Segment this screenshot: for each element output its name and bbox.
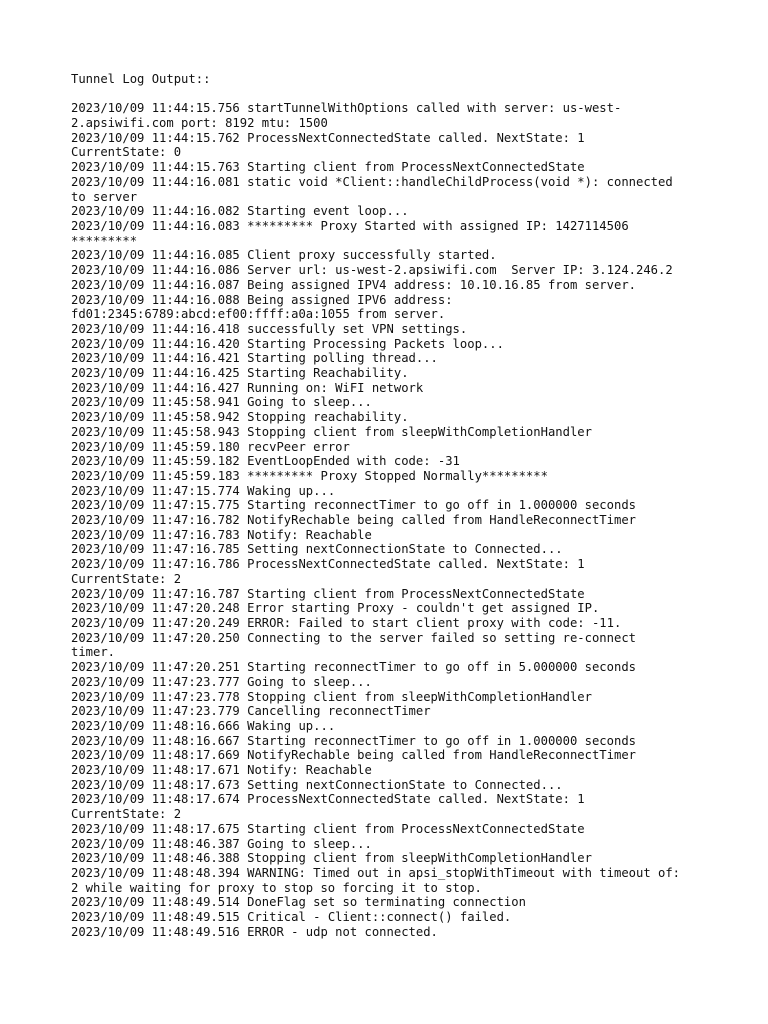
log-message: Starting client from ProcessNextConnectedState [247,821,585,836]
log-line [71,866,698,881]
log-line [71,763,698,778]
log-message: Starting reconnectTimer to go off in 1.000000 seconds [247,733,636,748]
log-message: EventLoopEnded with code: -31 [247,454,460,469]
log-message: Cancelling reconnectTimer [247,704,431,719]
log-line [71,719,698,734]
log-message: Starting Processing Packets loop... [247,336,504,351]
log-timestamp: 2023/10/09 11:45:59.183 [71,468,240,483]
log-message: Stopping client from sleepWithCompletionHandler [247,689,592,704]
log-timestamp: 2023/10/09 11:45:58.942 [71,410,240,425]
log-message: ProcessNextConnectedState called. NextState: 1 [247,792,585,807]
log-line [71,925,698,940]
log-timestamp: 2023/10/09 11:45:58.943 [71,424,240,439]
log-line [71,851,698,866]
log-timestamp: 2023/10/09 11:44:16.083 [71,219,240,233]
log-timestamp: 2023/10/09 11:48:17.675 [71,821,240,836]
log-line [71,704,698,719]
log-message: DoneFlag set so terminating connection [247,895,526,910]
log-timestamp: 2023/10/09 11:45:59.180 [71,439,240,454]
log-line-continuation: 2.apsiwifi.com port: 8192 mtu: 1500 [71,116,328,131]
log-timestamp: 2023/10/09 11:44:16.420 [71,336,240,351]
log-message: Being assigned IPV4 address: 10.10.16.85 from server. [247,277,636,292]
log-line [71,410,698,425]
log-timestamp: 2023/10/09 11:44:16.081 [71,174,240,189]
log-timestamp: 2023/10/09 11:47:23.777 [71,674,240,689]
log-message: ProcessNextConnectedState called. NextState: 1 [247,130,585,145]
log-timestamp: 2023/10/09 11:45:59.182 [71,454,240,469]
log-message: Going to sleep... [247,395,372,410]
log-line [71,734,698,749]
log-timestamp: 2023/10/09 11:48:16.666 [71,718,240,733]
log-message: Waking up... [247,718,336,733]
log-message: static void *Client::handleChildProcess(void *): connected [247,174,673,189]
log-timestamp: 2023/10/09 11:48:49.516 [71,924,240,939]
log-message: Server url: us-west-2.apsiwifi.com Server IP: 3.124.246.2 [247,263,673,278]
log-message: Being assigned IPV6 address: [247,292,453,307]
log-line [71,263,698,278]
log-timestamp: 2023/10/09 11:48:46.388 [71,851,240,866]
log-message: Setting nextConnectionState to Connected... [247,542,563,557]
log-line [71,601,698,616]
log-message: Starting client from ProcessNextConnectedState [247,586,585,601]
log-line [71,748,698,763]
log-timestamp: 2023/10/09 11:48:17.674 [71,792,240,807]
log-line [71,204,698,219]
log-message: Starting polling thread... [247,351,438,366]
log-line [71,395,698,410]
log-message: ProcessNextConnectedState called. NextState: 1 [247,557,585,572]
log-message: NotifyRechable being called from HandleReconnectTimer [247,748,636,763]
log-line-continuation: CurrentState: 0 [71,145,182,160]
log-timestamp: 2023/10/09 11:47:16.787 [71,586,240,601]
log-timestamp: 2023/10/09 11:47:16.783 [71,527,240,542]
log-line [71,528,698,543]
log-timestamp: 2023/10/09 11:47:15.775 [71,498,240,513]
log-timestamp: 2023/10/09 11:47:20.248 [71,601,240,616]
log-message: Waking up... [247,483,336,498]
log-timestamp: 2023/10/09 11:44:16.427 [71,380,240,395]
log-line [71,248,698,263]
log-timestamp: 2023/10/09 11:47:16.785 [71,542,240,557]
log-title: Tunnel Log Output:: [71,72,211,86]
log-line [71,160,698,175]
log-timestamp: 2023/10/09 11:44:15.763 [71,160,240,175]
log-line [71,425,698,440]
log-message: ********* Proxy Started with assigned IP: 1427114506 [247,219,629,233]
log-timestamp: 2023/10/09 11:44:15.762 [71,130,240,145]
log-line-continuation: 2 while waiting for proxy to stop so forcing it to stop. [71,880,482,895]
log-line [71,542,698,557]
log-timestamp: 2023/10/09 11:48:48.394 [71,865,240,880]
log-timestamp: 2023/10/09 11:48:17.673 [71,777,240,792]
log-line-continuation: CurrentState: 2 [71,807,182,822]
log-line [71,675,698,690]
log-line [71,837,698,852]
log-message: Starting reconnectTimer to go off in 5.000000 seconds [247,660,636,675]
log-line [71,792,698,807]
log-timestamp: 2023/10/09 11:48:16.667 [71,733,240,748]
log-timestamp: 2023/10/09 11:44:16.421 [71,351,240,366]
log-line [71,616,698,631]
log-message: Critical - Client::connect() failed. [247,910,512,925]
log-timestamp: 2023/10/09 11:47:20.251 [71,660,240,675]
log-message: Going to sleep... [247,674,372,689]
log-line [71,469,698,484]
log-timestamp: 2023/10/09 11:47:16.782 [71,513,240,528]
log-timestamp: 2023/10/09 11:47:15.774 [71,483,240,498]
log-timestamp: 2023/10/09 11:44:16.418 [71,321,240,336]
log-line [71,557,698,572]
log-message: Starting Reachability. [247,366,409,381]
log-message: startTunnelWithOptions called with server: us-west- [247,101,622,116]
log-message: Notify: Reachable [247,763,372,778]
log-line-continuation: timer. [71,645,116,660]
log-line [71,454,698,469]
log-message: ERROR - udp not connected. [247,924,438,939]
log-line [71,351,698,366]
log-line [71,381,698,396]
log-message: Going to sleep... [247,836,372,851]
log-line [71,822,698,837]
log-line [71,498,698,513]
log-line [71,587,698,602]
log-message: Starting reconnectTimer to go off in 1.000000 seconds [247,498,636,513]
log-timestamp: 2023/10/09 11:44:16.088 [71,292,240,307]
log-timestamp: 2023/10/09 11:44:16.086 [71,263,240,278]
log-timestamp: 2023/10/09 11:45:58.941 [71,395,240,410]
log-timestamp: 2023/10/09 11:44:16.087 [71,277,240,292]
log-timestamp: 2023/10/09 11:44:15.756 [71,101,240,116]
log-message: Notify: Reachable [247,527,372,542]
log-message: successfully set VPN settings. [247,321,468,336]
log-line-continuation: fd01:2345:6789:abcd:ef00:ffff:a0a:1055 from server. [71,307,446,322]
log-message: ERROR: Failed to start client proxy with code: -11. [247,615,622,630]
log-line-continuation: to server [71,189,138,204]
log-timestamp: 2023/10/09 11:44:16.085 [71,248,240,263]
log-timestamp: 2023/10/09 11:44:16.425 [71,366,240,381]
log-line-continuation: ********* [71,233,138,248]
log-line [71,278,698,293]
log-timestamp: 2023/10/09 11:47:23.778 [71,689,240,704]
log-line [71,631,698,646]
log-message: Starting event loop... [247,204,409,219]
log-timestamp: 2023/10/09 11:47:20.250 [71,630,240,645]
log-message: Stopping client from sleepWithCompletionHandler [247,851,592,866]
log-message: NotifyRechable being called from HandleReconnectTimer [247,513,636,528]
log-message: Running on: WiFI network [247,380,424,395]
log-line [71,219,698,234]
log-line [71,175,698,190]
log-line [71,293,698,308]
log-line [71,322,698,337]
log-timestamp: 2023/10/09 11:47:16.786 [71,557,240,572]
log-timestamp: 2023/10/09 11:48:46.387 [71,836,240,851]
log-line [71,910,698,925]
log-message: Setting nextConnectionState to Connected... [247,777,563,792]
log-timestamp: 2023/10/09 11:47:20.249 [71,615,240,630]
log-line-continuation: CurrentState: 2 [71,571,182,586]
log-message: WARNING: Timed out in apsi_stopWithTimeout with timeout of: [247,865,681,880]
log-timestamp: 2023/10/09 11:47:23.779 [71,704,240,719]
log-message: recvPeer error [247,439,350,454]
log-output [71,101,698,939]
log-message: Stopping client from sleepWithCompletionHandler [247,424,592,439]
log-timestamp: 2023/10/09 11:48:49.514 [71,895,240,910]
log-line [71,366,698,381]
log-message: Error starting Proxy - couldn't get assigned IP. [247,601,600,616]
log-timestamp: 2023/10/09 11:48:17.669 [71,748,240,763]
log-message: Starting client from ProcessNextConnectedState [247,160,585,175]
log-line [71,690,698,705]
log-message: ********* Proxy Stopped Normally********* [247,468,548,483]
log-message: Client proxy successfully started. [247,248,497,263]
log-line [71,513,698,528]
log-timestamp: 2023/10/09 11:48:49.515 [71,910,240,925]
log-line [71,101,698,116]
log-line [71,337,698,352]
log-message: Stopping reachability. [247,410,409,425]
log-line [71,778,698,793]
log-line [71,660,698,675]
log-line [71,895,698,910]
log-line [71,440,698,455]
log-timestamp: 2023/10/09 11:44:16.082 [71,204,240,219]
log-line [71,484,698,499]
log-timestamp: 2023/10/09 11:48:17.671 [71,763,240,778]
log-message: Connecting to the server failed so setting re-connect [247,630,636,645]
log-line [71,131,698,146]
